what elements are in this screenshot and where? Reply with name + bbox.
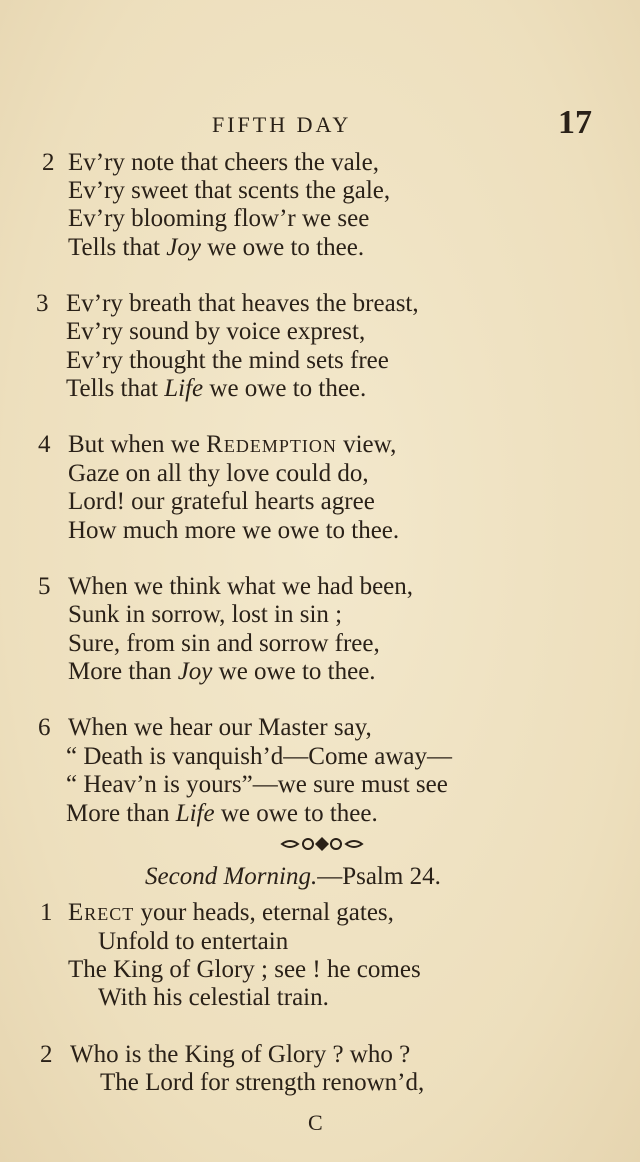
italic-word: Joy bbox=[177, 658, 213, 685]
verse-number: 2 bbox=[40, 1041, 53, 1068]
running-head: FIFTH DAY bbox=[212, 112, 352, 137]
verse-number: 4 bbox=[38, 431, 51, 458]
signature-mark: C bbox=[308, 1110, 323, 1135]
verse-line: With his celestial train. bbox=[98, 984, 329, 1011]
verse-line: When we think what we had been, bbox=[68, 573, 414, 600]
small-caps-word: Erect bbox=[68, 899, 135, 926]
section-heading: Second Morning.—Psalm 24. bbox=[145, 863, 441, 890]
verse-number: 3 bbox=[36, 290, 49, 317]
verse-line: “ Death is vanquish’d—Come away— bbox=[66, 743, 453, 770]
verse-line: More than Joy we owe to thee. bbox=[68, 658, 376, 685]
small-caps-word: Redemption bbox=[206, 431, 337, 458]
verse-line: Sure, from sin and sorrow free, bbox=[68, 630, 380, 657]
verse-line: Ev’ry sound by voice exprest, bbox=[66, 318, 366, 345]
verse-line: How much more we owe to thee. bbox=[68, 517, 400, 544]
verse-line: But when we Redemption view, bbox=[68, 431, 397, 458]
verse-line: When we hear our Master say, bbox=[68, 714, 372, 741]
verse-line: Ev’ry note that cheers the vale, bbox=[68, 149, 379, 176]
verse-number: 6 bbox=[38, 714, 51, 741]
verse-line: “ Heav’n is yours”—we sure must see bbox=[66, 771, 448, 798]
verse-number: 1 bbox=[40, 899, 53, 926]
verse-line: More than Life we owe to thee. bbox=[66, 800, 378, 827]
verse-line: Sunk in sorrow, lost in sin ; bbox=[68, 601, 343, 628]
verse-line: Gaze on all thy love could do, bbox=[68, 460, 369, 487]
verse-line: Ev’ry blooming flow’r we see bbox=[68, 205, 370, 232]
page-header bbox=[0, 104, 640, 144]
italic-word: Joy bbox=[166, 234, 201, 261]
ornament-icon bbox=[280, 834, 364, 854]
heading-italic: Second Morning. bbox=[145, 863, 318, 890]
verse-number: 2 bbox=[42, 149, 55, 176]
verse-line: Tells that Joy we owe to thee. bbox=[68, 234, 365, 261]
page-number: 17 bbox=[558, 104, 592, 141]
italic-word: Life bbox=[175, 800, 215, 827]
section-ornament bbox=[0, 832, 640, 858]
verse-line: Ev’ry thought the mind sets free bbox=[66, 347, 389, 374]
verse-line: Tells that Life we owe to thee. bbox=[66, 375, 367, 402]
verse-number: 5 bbox=[38, 573, 51, 600]
verse-line: Who is the King of Glory ? who ? bbox=[70, 1041, 411, 1068]
verse-line: The King of Glory ; see ! he comes bbox=[68, 956, 421, 983]
verse-line: Erect your heads, eternal gates, bbox=[68, 899, 394, 926]
verse-line: Ev’ry sweet that scents the gale, bbox=[68, 177, 391, 204]
italic-word: Life bbox=[164, 375, 204, 402]
verse-line: Unfold to entertain bbox=[98, 928, 289, 955]
verse-line: The Lord for strength renown’d, bbox=[100, 1069, 425, 1096]
verse-line: Ev’ry breath that heaves the breast, bbox=[66, 290, 419, 317]
verse-line: Lord! our grateful hearts agree bbox=[68, 488, 375, 515]
